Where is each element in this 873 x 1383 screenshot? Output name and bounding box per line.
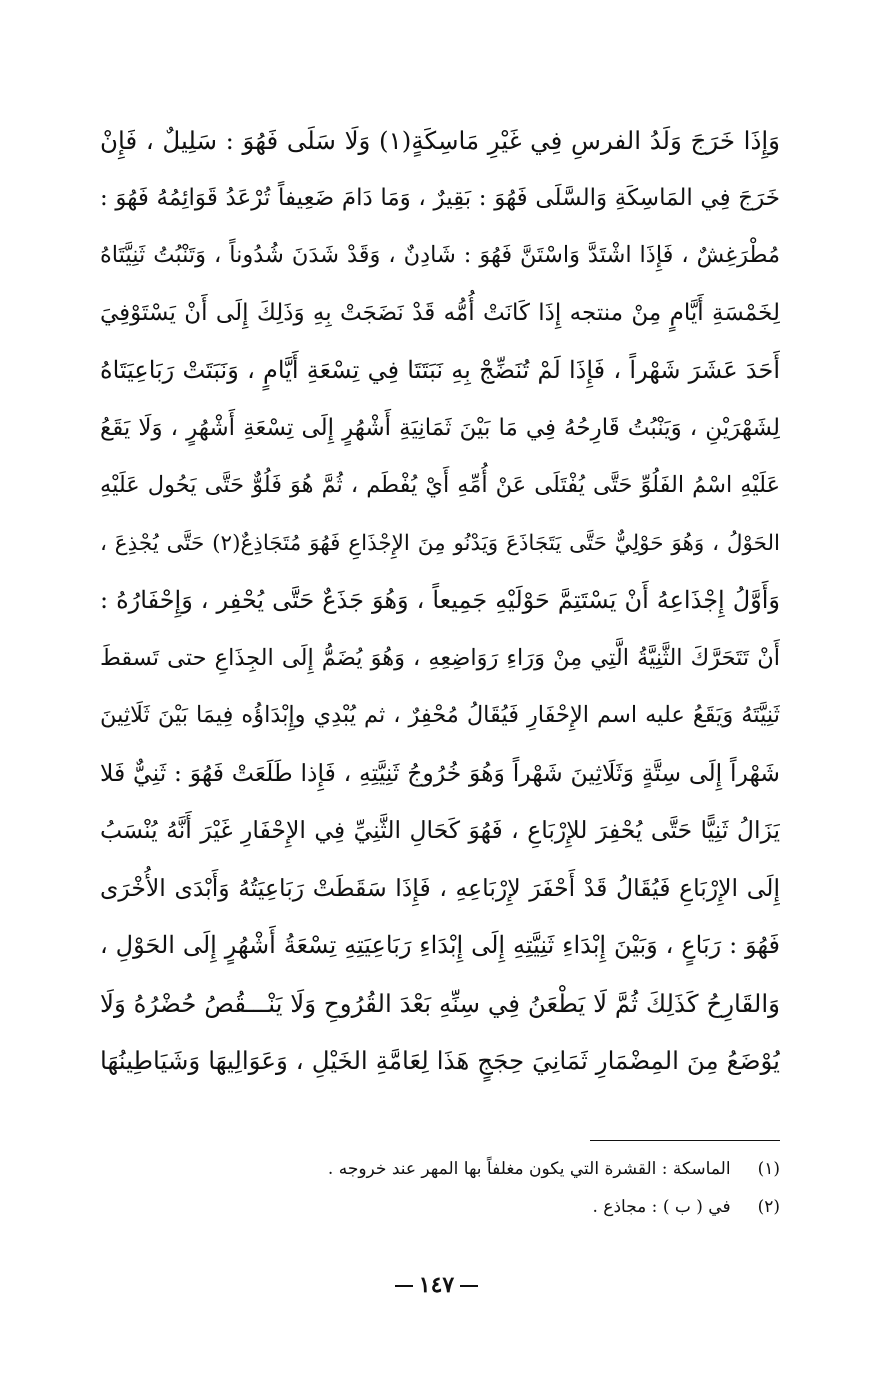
- text-line: لِخَمْسَةِ أَيَّامٍ مِنْ منتجه إِذَا كَانَتْ أُمُّه قَدْ نَضَجَتْ بِهِ وَذَلِكَ إِلَى أَنْ يَسْتَوْفِيَ: [100, 299, 780, 326]
- footnote-divider: [590, 1140, 780, 1141]
- text-line: عَلَيْهِ اسْمُ الفَلُوِّ حَتَّى يُفْتَلَى عَنْ أُمِّهِ أَيْ يُفْطَم ، ثُمَّ هُوَ فَلُوٌّ حَتَّى يَحُول عَلَيْهِ: [100, 472, 780, 498]
- text-line: إِلَى الإِرْبَاعِ فَيُقَالُ قَدْ أَحْفَرَ لإِرْبَاعِهِ ، فَإِذَا سَقَطَتْ رَبَاعِيَتُهُ وَأَبْدَى الأُخْرَى: [100, 873, 780, 902]
- text-line: ثَنِيَّتَهُ وَيَقَعُ عليه اسم الإِحْفَارِ فَيُقَالُ مُحْفِرٌ ، ثم يُبْدِي وإِبْدَاؤُه فِيمَا بَيْنَ ثَلَاثِينَ: [100, 702, 780, 728]
- text-line: وَأَوَّلُ إِجْذَاعِهُ أَنْ يَسْتَتِمَّ حَوْلَيْهِ جَمِيعاً ، وَهُوَ جَذَعٌ حَتَّى يُحْفِر ، وَإِحْفَارُهُ :: [100, 586, 780, 614]
- text-line: أَحَدَ عَشَرَ شَهْراً ، فَإِذَا لَمْ تُنَضِّجْ بِهِ نَبَتَتَا فِي تِسْعَةِ أَيَّامٍ ، وَنَبَتَتْ رَبَاعِيَتَاهُ: [100, 356, 780, 384]
- footnotes-block: [300, 1150, 780, 1226]
- footnote-text: في ( ب ) : مجاذع .: [592, 1197, 731, 1217]
- text-line: الحَوْلُ ، وَهُوَ حَوْلِيٌّ حَتَّى يَتَجَاذَعَ وَيَدْنُو مِنَ الإِجْذَاعِ فَهُوَ مُتَجَاذِعٌ(٢) حَتَّى يُجْذِعَ ،: [100, 530, 780, 556]
- text-line: خَرَجَ فِي المَاسِكَةِ وَالسَّلَى فَهُوَ : بَقِيرٌ ، وَمَا دَامَ ضَعِيفاً تُرْعَدُ قَوَائِمُهُ فَهُوَ :: [100, 184, 780, 211]
- text-line: فَهُوَ : رَبَاعٍ ، وَبَيْنَ إِبْدَاءِ ثَنِيَّتِهِ إِلَى إِبْدَاءِ رَبَاعِيَتِهِ تِسْعَةُ أَشْهُرٍ إِلَى الحَوْلِ ،: [100, 931, 780, 959]
- text-line: مُطْرَغِشٌ ، فَإِذَا اشْتَدَّ وَاسْتَنَّ فَهُوَ : شَادِنٌ ، وَقَدْ شَدَنَ شُدُوناً ، وَتَنْبُتُ ثَنِيَّتَاهُ: [100, 242, 780, 268]
- text-line: وَإِذَا خَرَجَ وَلَدُ الفرسِ فِي غَيْرِ مَاسِكَةٍ(١) وَلَا سَلَى فَهُوَ : سَلِيلٌ ، فَإِنْ: [100, 126, 780, 155]
- page-number-dash: [460, 1285, 478, 1287]
- main-text-block: [100, 112, 780, 1090]
- page-number-dash: [395, 1285, 413, 1287]
- text-line: أَنْ تَتَحَرَّكَ الثَّنِيَّةُ الَّتِي مِنْ وَرَاءِ رَوَاضِعِهِ ، وَهُوَ يُضَمُّ إِلَى الجِذَاعِ حتى تَسقطَ: [100, 644, 780, 671]
- footnote: [300, 1150, 780, 1188]
- text-line: لِشَهْرَيْنِ ، وَيَنْبُتُ قَارِحُهُ فِي مَا بَيْنَ ثَمَانِيَةِ أَشْهُرٍ إِلَى تِسْعَةِ أَشْهُرٍ ، وَلَا يَقَعُ: [100, 414, 780, 441]
- page-number-value: ١٤٧: [418, 1272, 455, 1298]
- text-line: يَزَالُ ثَنِيًّا حَتَّى يُحْفِرَ للإِرْبَاعِ ، فَهُوَ كَحَالِ الثَّنِيِّ فِي الإِحْفَارِ غَيْرَ أَنَّهُ يُنْسَبُ: [100, 816, 780, 844]
- footnote-text: الماسكة : القشرة التي يكون مغلفاً بها المهر عند خروجه .: [327, 1159, 731, 1179]
- footnote-number: (٢): [757, 1197, 780, 1217]
- text-line: يُوْضَعُ مِنَ المِضْمَارِ ثَمَانِيَ حِجَجٍ هَذَا لِعَامَّةِ الخَيْلِ ، وَعَوَالِيهَا وَشَيَاطِينُهَا: [100, 1046, 780, 1075]
- text-line: وَالقَارِحُ كَذَلِكَ ثُمَّ لَا يَطْعَنُ فِي سِنِّهِ بَعْدَ القُرُوحِ وَلَا يَنْـــقُصُ حُضْرُهُ وَلَا: [100, 988, 780, 1018]
- text-line: شَهْراً إِلَى سِتَّةٍ وَثَلَاثِينَ شَهْراً وَهُوَ خُرُوجُ ثَنِيَّتِهِ ، فَإِذا طَلَعَتْ فَهُوَ : ثَنِيٌّ فَلا: [100, 758, 780, 787]
- page-number: [0, 1272, 873, 1298]
- footnote-number: (١): [757, 1159, 780, 1179]
- footnote: [300, 1188, 780, 1226]
